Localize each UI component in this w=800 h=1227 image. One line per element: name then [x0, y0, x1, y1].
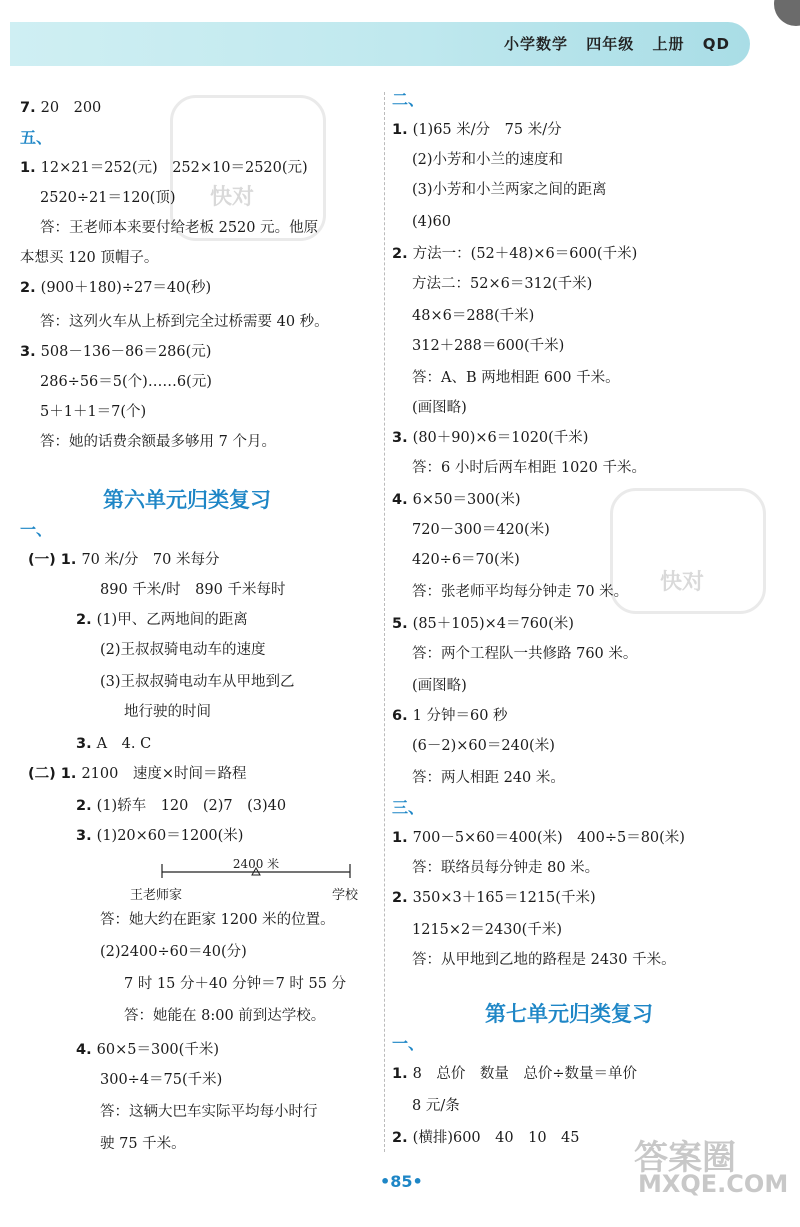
section-heading: [392, 90, 424, 111]
answer-text: 2520÷21＝120(顶): [40, 190, 176, 206]
answer-line: [76, 796, 286, 816]
logo-site: MXQE.COM: [638, 1170, 789, 1198]
answer-text: 驶 75 千米。: [100, 1136, 186, 1152]
answer-line: [40, 218, 318, 238]
answer-text: 286÷56＝5(个)……6(元): [40, 374, 212, 390]
answer-line: [40, 188, 176, 208]
answer-text: 420÷6＝70(米): [412, 552, 520, 568]
answer-text: 508－136－86＝286(元): [40, 344, 212, 360]
section-heading: [392, 798, 424, 819]
answer-text: 6×50＝300(米): [412, 492, 521, 508]
answer-text: 答：王老师本来要付给老板 2520 元。他原: [40, 220, 319, 236]
answer-text: (横排)600 40 10 45: [412, 1130, 580, 1146]
watermark-text-1: 快对: [210, 185, 255, 210]
answer-line: [412, 336, 564, 356]
answer-text: 答：这列火车从上桥到完全过桥需要 40 秒。: [40, 314, 329, 330]
answer-line: [100, 1134, 186, 1154]
answer-text: 5＋1＋1＝7(个): [40, 404, 147, 420]
answer-text: 60×5＝300(千米): [96, 1042, 219, 1058]
answer-line: [28, 764, 247, 784]
question-number: 1.: [392, 1066, 413, 1082]
unit7-title: 第七单元归类复习: [485, 1002, 653, 1026]
header-subject: 小学数学: [504, 35, 569, 53]
answer-text: 48×6＝288(千米): [412, 308, 535, 324]
answer-text: (1)65 米/分 75 米/分: [412, 122, 562, 138]
answer-line: [392, 614, 574, 634]
answer-line: [100, 1070, 222, 1090]
answer-line: [412, 1096, 460, 1116]
answer-text: 答：这辆大巴车实际平均每小时行: [100, 1104, 318, 1120]
answer-line: [412, 520, 550, 540]
answer-line: [412, 582, 628, 602]
answer-line: [412, 920, 562, 940]
section-heading: [392, 1034, 424, 1055]
answer-line: [412, 150, 563, 170]
watermark-text-2: 快对: [660, 570, 705, 595]
answer-text: 方法一：(52＋48)×6＝600(千米): [412, 246, 638, 262]
answer-line: [100, 942, 247, 962]
question-number: 4.: [392, 492, 413, 508]
answer-text: (6－2)×60＝240(米): [412, 738, 555, 754]
question-number: 2.: [76, 612, 97, 628]
question-number: (一) 1.: [28, 552, 82, 568]
question-number: 3.: [392, 430, 413, 446]
answer-text: (85＋105)×4＝760(米): [412, 616, 574, 632]
answer-line: [124, 974, 346, 994]
answer-line: [392, 1128, 580, 1148]
answer-text: 20 200: [40, 100, 102, 116]
answer-line: [412, 368, 620, 388]
page-number: •85•: [380, 1172, 423, 1191]
answer-text: (画图略): [412, 678, 467, 694]
answer-text: 7 时 15 分＋40 分钟＝7 时 55 分: [124, 976, 347, 992]
answer-text: 312＋288＝600(千米): [412, 338, 565, 354]
answer-line: [76, 826, 243, 846]
answer-text: (2)2400÷60＝40(分): [100, 944, 247, 960]
answer-line: [76, 734, 151, 754]
answer-line: [392, 706, 508, 726]
answer-line: [412, 858, 599, 878]
section-label: 五、: [20, 128, 53, 147]
answer-line: [20, 158, 308, 178]
question-number: 1.: [20, 160, 41, 176]
answer-text: 350×3＋165＝1215(千米): [412, 890, 596, 906]
question-number: 3.: [76, 736, 97, 752]
section-label: 一、: [20, 520, 53, 539]
corner-decoration: [774, 0, 800, 26]
answer-text: 答：她的话费余额最多够用 7 个月。: [40, 434, 276, 450]
answer-line: [412, 950, 676, 970]
answer-line: [100, 672, 295, 692]
question-number: 3.: [20, 344, 41, 360]
answer-line: [392, 244, 637, 264]
answer-line: [20, 342, 211, 362]
question-number: 2.: [392, 1130, 413, 1146]
answer-text: 300÷4＝75(千米): [100, 1072, 223, 1088]
answer-text: 答：她能在 8:00 前到达学校。: [124, 1008, 326, 1024]
answer-line: [124, 1006, 325, 1026]
answer-text: 本想买 120 顶帽子。: [20, 250, 159, 266]
answer-line: [28, 550, 219, 570]
answer-text: 答：两个工程队一共修路 760 米。: [412, 646, 638, 662]
answer-line: [412, 736, 555, 756]
answer-line: [392, 120, 562, 140]
header-title: [492, 33, 730, 54]
answer-line: [392, 428, 588, 448]
answer-text: 720－300＝420(米): [412, 522, 550, 538]
answer-line: [100, 1102, 318, 1122]
answer-line: [20, 278, 211, 298]
question-number: 5.: [392, 616, 413, 632]
distance-label: 2400 米: [232, 858, 280, 871]
answer-text: 8 总价 数量 总价÷数量＝单价: [412, 1066, 638, 1082]
answer-text: 700－5×60＝400(米) 400÷5＝80(米): [412, 830, 685, 846]
answer-line: [392, 490, 520, 510]
answer-line: [40, 312, 329, 332]
answer-line: [76, 1040, 219, 1060]
header-edition: QD: [702, 35, 730, 53]
answer-line: [412, 458, 646, 478]
answer-line: [412, 768, 565, 788]
answer-text: (3)小芳和小兰两家之间的距离: [412, 182, 607, 198]
question-number: 2.: [76, 798, 97, 814]
answer-line: [392, 888, 596, 908]
answer-text: (900＋180)÷27＝40(秒): [40, 280, 212, 296]
answer-line: [40, 372, 212, 392]
answer-text: (画图略): [412, 400, 467, 416]
answer-text: (1)轿车 120 (2)7 (3)40: [96, 798, 287, 814]
answer-text: (3)王叔叔骑电动车从甲地到乙: [100, 674, 295, 690]
answer-line: [412, 212, 451, 232]
answer-line: [20, 248, 158, 268]
question-number: 1.: [392, 122, 413, 138]
header-grade: 四年级: [586, 35, 635, 53]
question-number: 6.: [392, 708, 413, 724]
watermark-frame-2: [610, 488, 766, 614]
answer-line: [40, 432, 276, 452]
answer-text: 2100 速度×时间＝路程: [81, 766, 247, 782]
section-label: 二、: [392, 90, 425, 109]
section-heading: [20, 520, 52, 541]
question-number: 7.: [20, 100, 41, 116]
section-heading: [20, 128, 52, 149]
answer-text: (2)王叔叔骑电动车的速度: [100, 642, 266, 658]
question-number: 2.: [392, 246, 413, 262]
answer-text: (1)20×60＝1200(米): [96, 828, 244, 844]
answer-text: 答：从甲地到乙地的路程是 2430 千米。: [412, 952, 676, 968]
diagram-home-label: 王老师家: [130, 888, 183, 903]
answer-text: 答：6 小时后两车相距 1020 千米。: [412, 460, 646, 476]
answer-text: 答：联络员每分钟走 80 米。: [412, 860, 600, 876]
question-number: 1.: [392, 830, 413, 846]
answer-line: [412, 274, 592, 294]
answer-text: (4)60: [412, 214, 451, 230]
answer-text: (2)小芳和小兰的速度和: [412, 152, 564, 168]
answer-text: 12×21＝252(元) 252×10＝2520(元): [40, 160, 308, 176]
answer-line: [412, 306, 534, 326]
answer-text: (1)甲、乙两地间的距离: [96, 612, 248, 628]
column-divider: [384, 92, 385, 1152]
unit6-title: 第六单元归类复习: [103, 488, 271, 512]
answer-text: 70 米/分 70 米每分: [81, 552, 220, 568]
answer-text: 890 千米/时 890 千米每时: [100, 582, 286, 598]
answer-line: [124, 702, 211, 722]
header-volume: 上册: [652, 35, 685, 53]
answer-site-logo: [616, 1130, 796, 1200]
answer-text: 答：她大约在距家 1200 米的位置。: [100, 912, 335, 928]
question-number: 4.: [76, 1042, 97, 1058]
answer-text: 答：A、B 两地相距 600 千米。: [412, 370, 620, 386]
answer-text: 8 元/条: [412, 1098, 460, 1114]
answer-line: [412, 644, 637, 664]
answer-line: [100, 910, 335, 930]
answer-line: [100, 580, 285, 600]
question-number: 2.: [392, 890, 413, 906]
section-label: 一、: [392, 1034, 425, 1053]
answer-text: 答：两人相距 240 米。: [412, 770, 565, 786]
section-label: 三、: [392, 798, 425, 817]
answer-line: [412, 676, 467, 696]
answer-line: [76, 610, 248, 630]
diagram-school-label: 学校: [332, 888, 359, 903]
question-number: (二) 1.: [28, 766, 82, 782]
answer-line: [20, 98, 101, 118]
answer-text: 1 分钟＝60 秒: [412, 708, 508, 724]
answer-text: A 4. C: [96, 736, 152, 752]
answer-line: [100, 640, 266, 660]
answer-line: [392, 828, 685, 848]
answer-line: [392, 1064, 637, 1084]
answer-line: [412, 180, 607, 200]
logo-text: 答案圈: [634, 1138, 736, 1178]
answer-text: 答：张老师平均每分钟走 70 米。: [412, 584, 629, 600]
question-number: 2.: [20, 280, 41, 296]
answer-text: 地行驶的时间: [124, 704, 211, 720]
answer-text: (80＋90)×6＝1020(千米): [412, 430, 589, 446]
answer-line: [412, 550, 520, 570]
answer-text: 方法二：52×6＝312(千米): [412, 276, 593, 292]
answer-text: 1215×2＝2430(千米): [412, 922, 562, 938]
question-number: 3.: [76, 828, 97, 844]
answer-line: [40, 402, 146, 422]
answer-line: [412, 398, 467, 418]
